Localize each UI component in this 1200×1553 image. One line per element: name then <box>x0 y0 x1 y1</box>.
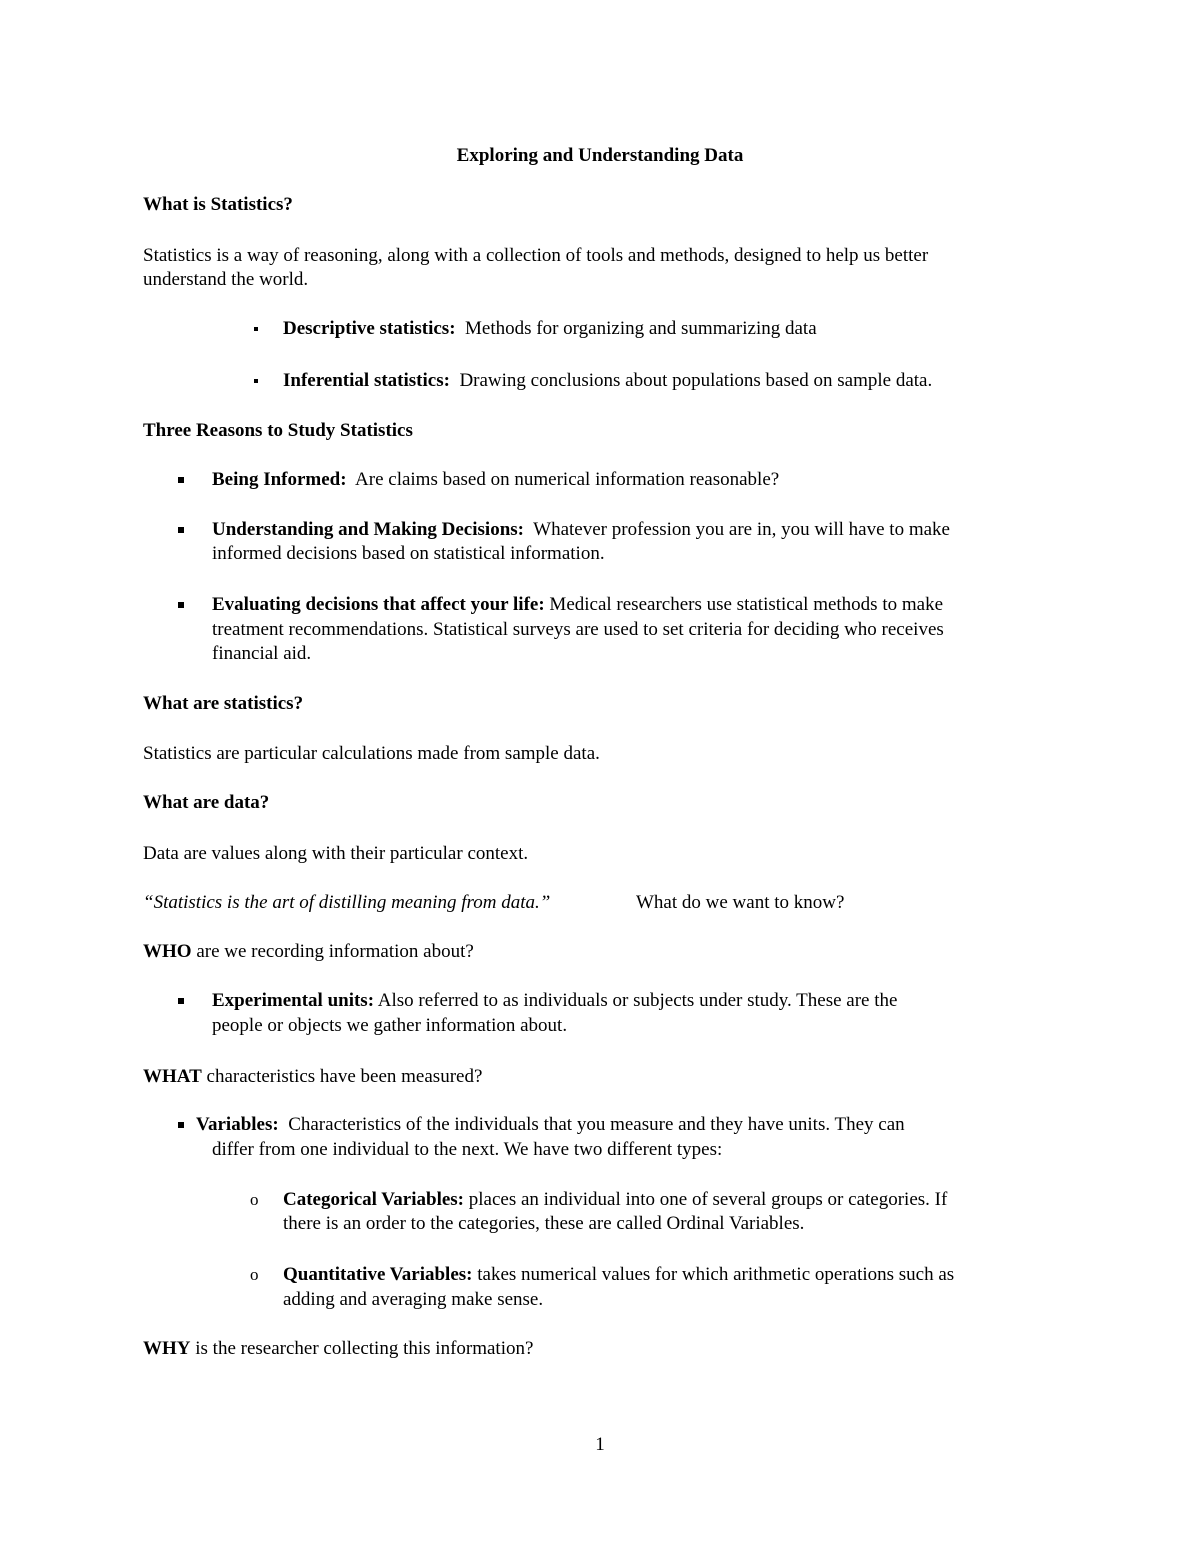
who-line: WHO are we recording information about? <box>143 941 474 962</box>
circle-bullet-icon: o <box>250 1265 259 1284</box>
paragraph-line: Statistics is a way of reasoning, along with a collection of tools and methods, designed to help us better <box>143 245 929 266</box>
sublist-item-continuation: adding and averaging make sense. <box>283 1289 544 1310</box>
section-heading-what-is-statistics: What is Statistics? <box>143 194 293 215</box>
bullet-icon <box>254 379 258 383</box>
list-item-continuation: differ from one individual to the next. We have two different types: <box>212 1139 723 1160</box>
bullet-icon <box>178 998 184 1004</box>
paragraph-line: understand the world. <box>143 269 309 290</box>
bullet-icon <box>178 527 184 533</box>
section-heading-what-are-statistics: What are statistics? <box>143 693 304 714</box>
why-line: WHY is the researcher collecting this information? <box>143 1338 534 1359</box>
bullet-icon <box>178 1122 184 1128</box>
paragraph-line: Statistics are particular calculations made from sample data. <box>143 743 600 764</box>
circle-bullet-icon: o <box>250 1190 259 1209</box>
list-item-continuation: financial aid. <box>212 643 312 664</box>
page-title: Exploring and Understanding Data <box>456 145 744 166</box>
what-line: WHAT characteristics have been measured? <box>143 1066 483 1087</box>
section-heading-three-reasons: Three Reasons to Study Statistics <box>143 420 413 441</box>
paragraph-line: Data are values along with their particular context. <box>143 843 529 864</box>
list-item-continuation: informed decisions based on statistical information. <box>212 543 605 564</box>
list-item-evaluating: Evaluating decisions that affect your life: Medical researchers use statistical methods to make <box>212 594 944 615</box>
list-item-descriptive: Descriptive statistics: Methods for organizing and summarizing data <box>283 318 817 339</box>
list-item-continuation: treatment recommendations. Statistical surveys are used to set criteria for deciding who receives <box>212 619 944 640</box>
sublist-item-continuation: there is an order to the categories, these are called Ordinal Variables. <box>283 1213 805 1234</box>
list-item-understanding: Understanding and Making Decisions: Whatever profession you are in, you will have to make <box>212 519 950 540</box>
quote: “Statistics is the art of distilling meaning from data.” <box>143 892 551 913</box>
bullet-icon <box>178 477 184 483</box>
bullet-icon <box>178 602 184 608</box>
sublist-item-categorical: Categorical Variables: places an individual into one of several groups or categories. If <box>283 1189 948 1210</box>
list-item-continuation: people or objects we gather information about. <box>212 1015 568 1036</box>
list-item-inferential: Inferential statistics: Drawing conclusions about populations based on sample data. <box>283 370 933 391</box>
list-item-variables: Variables: Characteristics of the individuals that you measure and they have units. They can <box>196 1114 905 1135</box>
question-text: What do we want to know? <box>636 892 845 913</box>
page-number: 1 <box>595 1434 605 1455</box>
bullet-icon <box>254 327 258 331</box>
list-item-being-informed: Being Informed: Are claims based on numerical information reasonable? <box>212 469 780 490</box>
sublist-item-quantitative: Quantitative Variables: takes numerical values for which arithmetic operations such as <box>283 1264 955 1285</box>
list-item-experimental-units: Experimental units: Also referred to as individuals or subjects under study. These are the <box>212 990 898 1011</box>
section-heading-what-are-data: What are data? <box>143 792 270 813</box>
